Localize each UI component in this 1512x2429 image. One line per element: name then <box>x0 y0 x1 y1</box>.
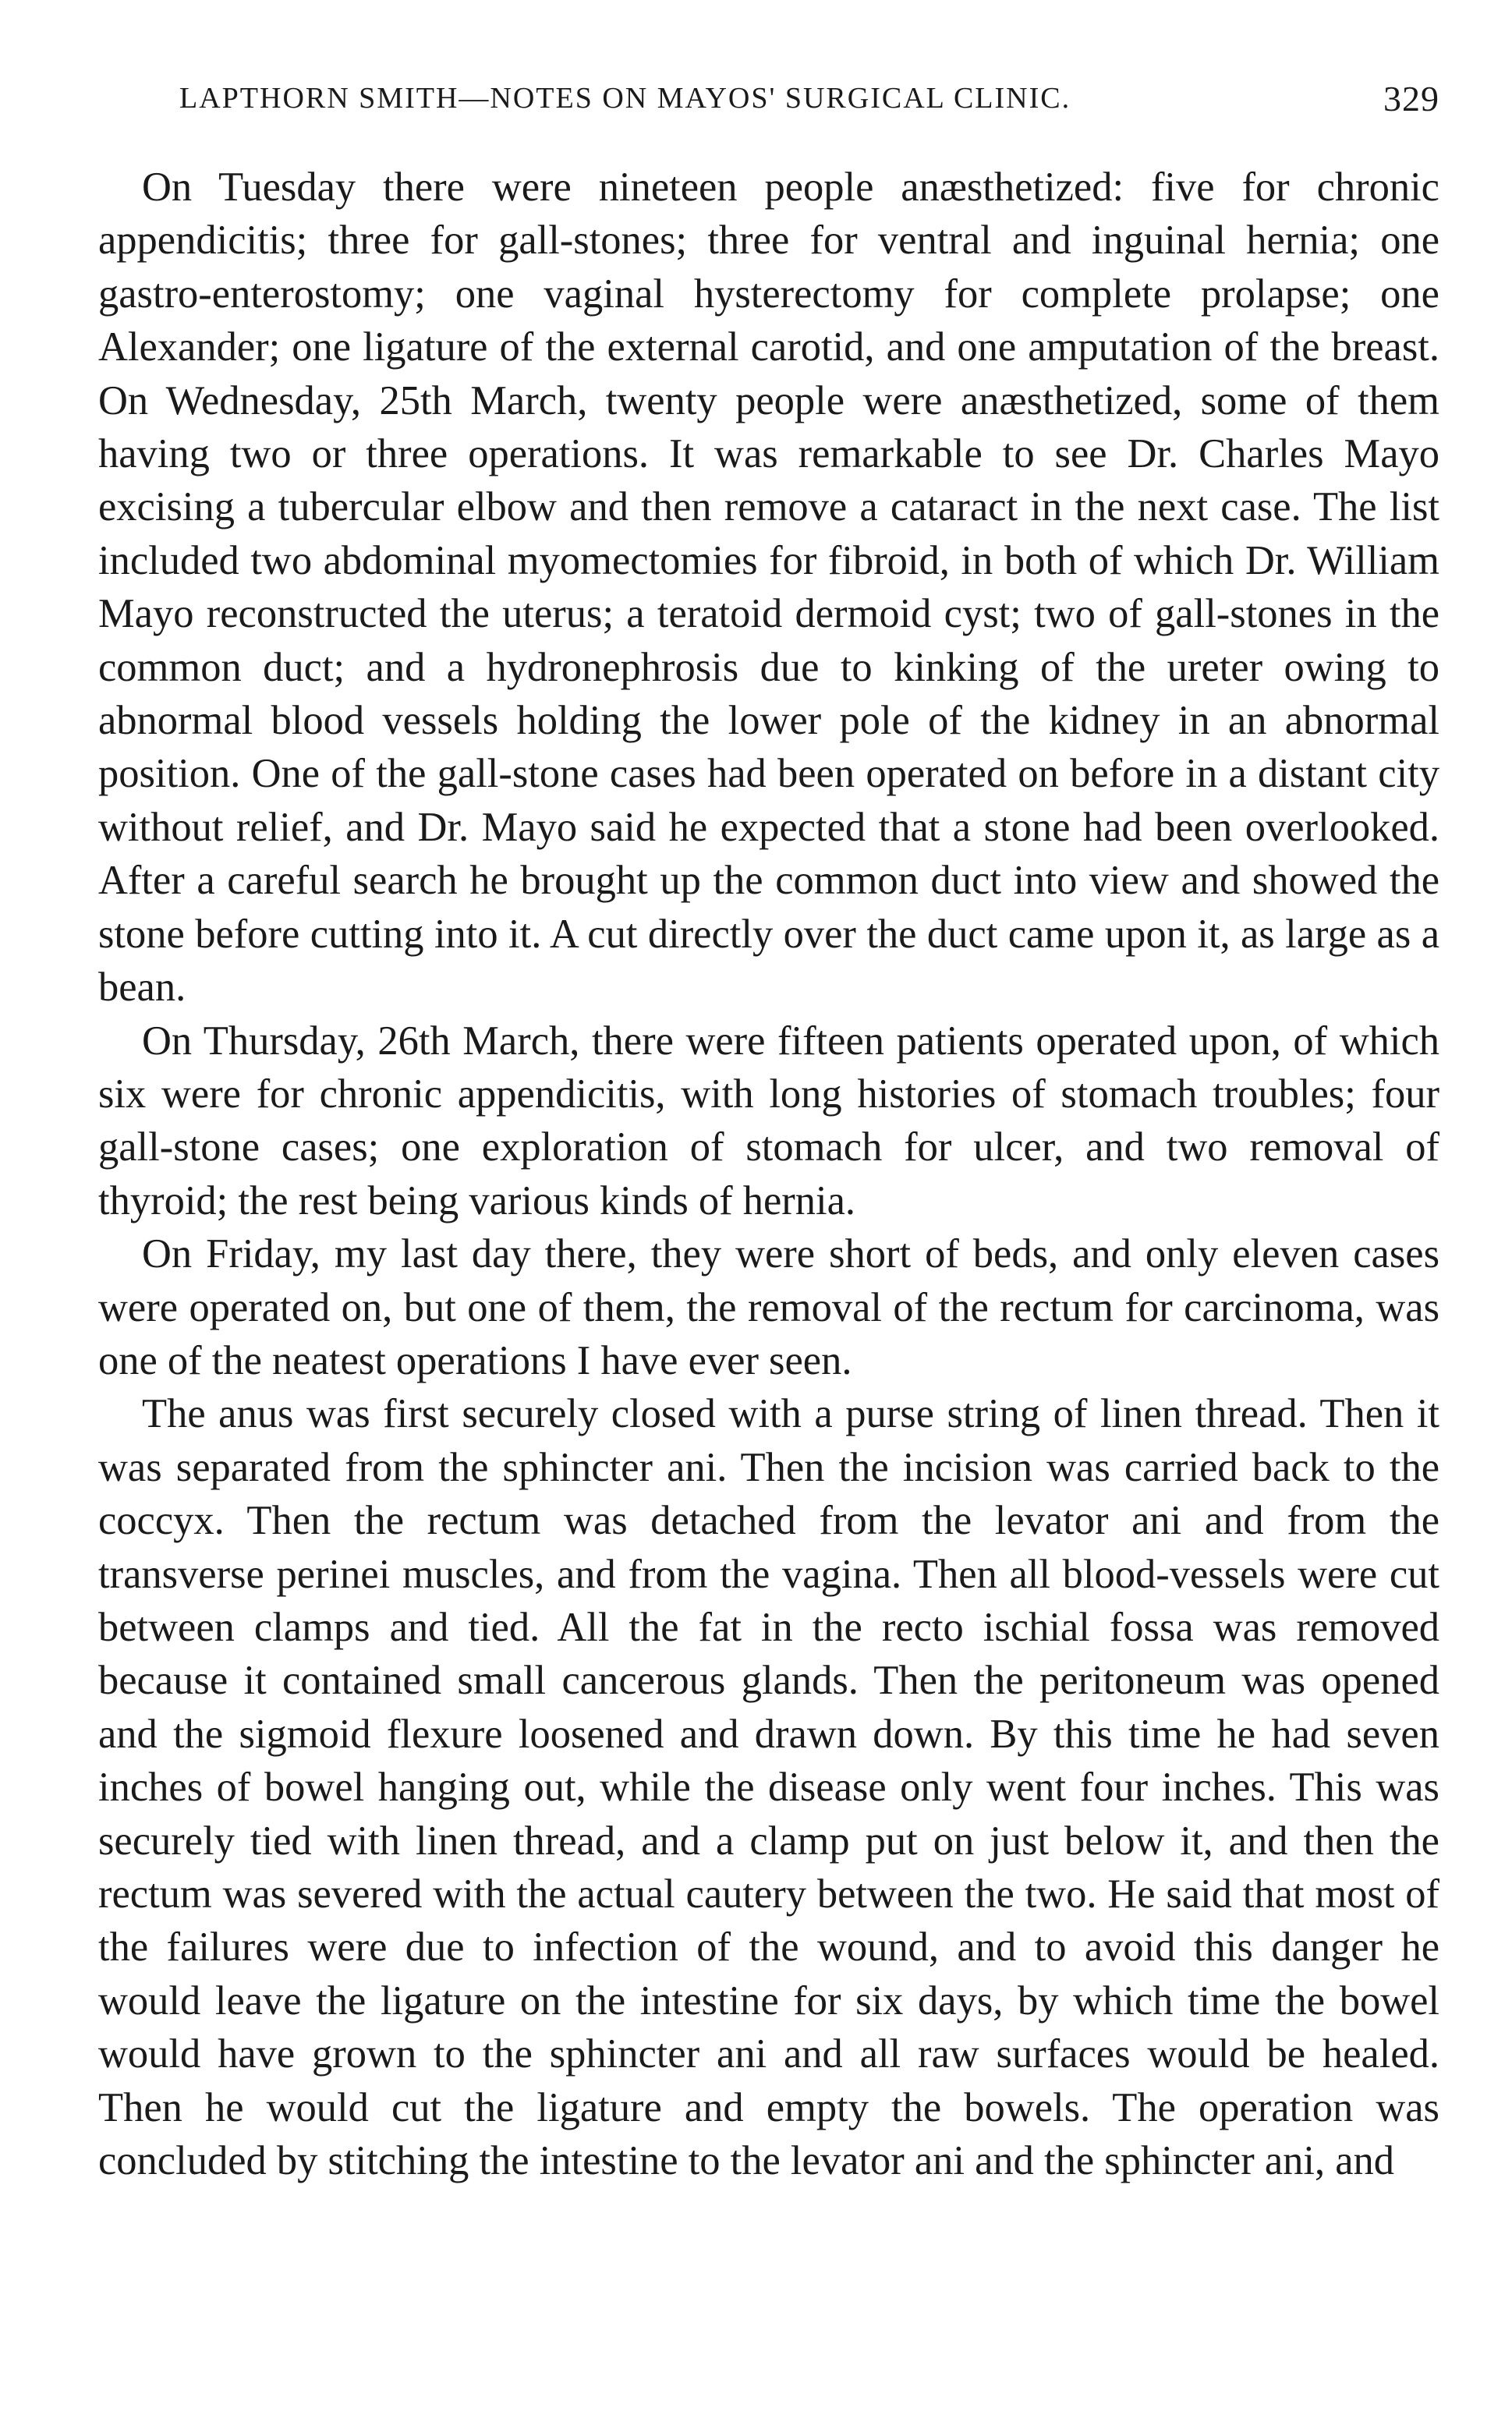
paragraph: On Tuesday there were nineteen people anæsthetized: five for chronic appendicitis; three for gall-stones; three for ventral and inguinal hernia; one gastro-enterostomy; one vaginal hysterectomy for complete prolapse; one Alexander; one ligature of the external carotid, and one amputation of the breast. On Wednesday, 25th March, twenty people were anæsthetized, some of them having two or three operations. It was remarkable to see Dr. Charles Mayo excising a tubercular elbow and then remove a cataract in the next case. The list included two abdominal myomectomies for fibroid, in both of which Dr. William Mayo reconstructed the uterus; a teratoid dermoid cyst; two of gall-stones in the common duct; and a hydronephrosis due to kinking of the ureter owing to abnormal blood vessels holding the lower pole of the kidney in an abnormal position. One of the gall-stone cases had been operated on before in a distant city without relief, and Dr. Mayo said he expected that a stone had been overlooked. After a careful search he brought up the common duct into view and showed the stone before cutting into it. A cut directly over the duct came upon it, as large as a bean. <box>98 165 1439 1011</box>
running-head <box>98 78 1439 125</box>
page-number: 329 <box>1383 79 1439 119</box>
paragraph: On Friday, my last day there, they were short of beds, and only eleven cases were operated on, but one of them, the removal of the rectum for carcinoma, was one of the neatest operations I have ever seen. <box>98 1231 1439 1383</box>
body-text <box>98 161 1439 2187</box>
paragraph: On Thursday, 26th March, there were fifteen patients operated upon, of which six were for chronic appendicitis, with long histories of stomach troubles; four gall-stone cases; one exploration of stomach for ulcer, and two removal of thyroid; the rest being various kinds of hernia. <box>98 1018 1439 1223</box>
paragraph: The anus was first securely closed with a purse string of linen thread. Then it was separated from the sphincter ani. Then the incision was carried back to the coccyx. Then the rectum was detached from the levator ani and from the transverse perinei muscles, and from the vagina. Then all blood-vessels were cut between clamps and tied. All the fat in the recto ischial fossa was removed because it contained small cancerous glands. Then the peritoneum was opened and the sigmoid flexure loosened and drawn down. By this time he had seven inches of bowel hanging out, while the disease only went four inches. This was securely tied with linen thread, and a clamp put on just below it, and then the rectum was severed with the actual cautery between the two. He said that most of the failures were due to infection of the wound, and to avoid this danger he would leave the ligature on the intestine for six days, by which time the bowel would have grown to the sphincter ani and all raw surfaces would be healed. Then he would cut the ligature and empty the bowels. The operation was concluded by stitching the intestine to the levator ani and the sphincter ani, and <box>98 1391 1439 2184</box>
running-title: LAPTHORN SMITH—NOTES ON MAYOS' SURGICAL CLINIC. <box>179 82 1071 115</box>
document-page <box>98 78 1439 2187</box>
